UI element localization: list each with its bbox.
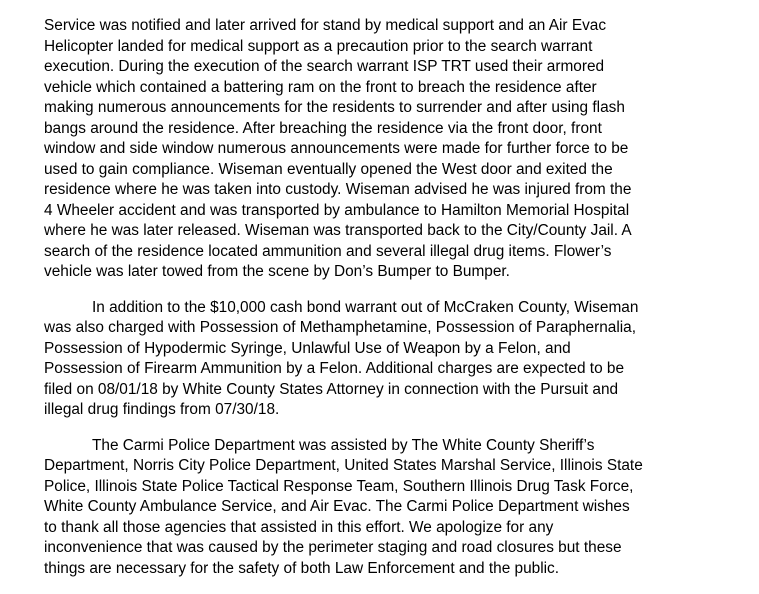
text-line: vehicle which contained a battering ram on the front to breach the residence after [44,78,597,96]
text-line: making numerous announcements for the residents to surrender and after using flash [44,99,625,116]
text-line: Service was notified and later arrived for stand by medical support and an Air Evac [44,17,607,34]
document-page [44,16,734,594]
text-line: used to gain compliance. Wiseman eventually opened the West door and exited the [44,160,613,178]
text-line: White County Ambulance Service, and Air Evac. The Carmi Police Department wishes [44,498,630,515]
text-line: illegal drug findings from 07/30/18. [44,401,280,418]
text-line: bangs around the residence. After breaching the residence via the front door, front [44,119,602,137]
text-line: to thank all those agencies that assisted in this effort. We apologize for any [44,518,554,536]
paragraph-charges [44,298,734,421]
text-line-first-indented: The Carmi Police Department was assisted by The White County Sheriff’s [92,436,595,454]
text-line: was also charged with Possession of Methamphetamine, Possession of Paraphernalia, [44,319,637,336]
text-line-first-indented: In addition to the $10,000 cash bond warrant out of McCraken County, Wiseman [92,298,639,316]
text-line: where he was later released. Wiseman was transported back to the City/County Jail. A [44,222,632,239]
text-line: execution. During the execution of the search warrant ISP TRT used their armored [44,58,605,75]
text-line: window and side window numerous announcements were made for further force to be [44,140,629,157]
text-line: 4 Wheeler accident and was transported by ambulance to Hamilton Memorial Hospital [44,201,630,219]
text-line: things are necessary for the safety of both Law Enforcement and the public. [44,559,560,577]
text-line: inconvenience that was caused by the perimeter staging and road closures but these [44,539,622,556]
text-line: Possession of Hypodermic Syringe, Unlawful Use of Weapon by a Felon, and [44,339,571,357]
text-line: Department, Norris City Police Department, United States Marshal Service, Illinois State [44,457,643,474]
text-line: Police, Illinois State Police Tactical Response Team, Southern Illinois Drug Task Force, [44,477,634,495]
text-line: vehicle was later towed from the scene by Don’s Bumper to Bumper. [44,263,510,280]
text-line: Helicopter landed for medical support as a precaution prior to the search warrant [44,37,593,55]
paragraph-incident-continuation [44,16,734,283]
text-line: Possession of Firearm Ammunition by a Felon. Additional charges are expected to be [44,360,625,377]
paragraph-acknowledgements [44,436,734,580]
text-line: residence where he was taken into custody. Wiseman advised he was injured from the [44,181,632,198]
text-line: search of the residence located ammunition and several illegal drug items. Flower’s [44,242,612,260]
text-line: filed on 08/01/18 by White County States Attorney in connection with the Pursuit and [44,380,619,398]
